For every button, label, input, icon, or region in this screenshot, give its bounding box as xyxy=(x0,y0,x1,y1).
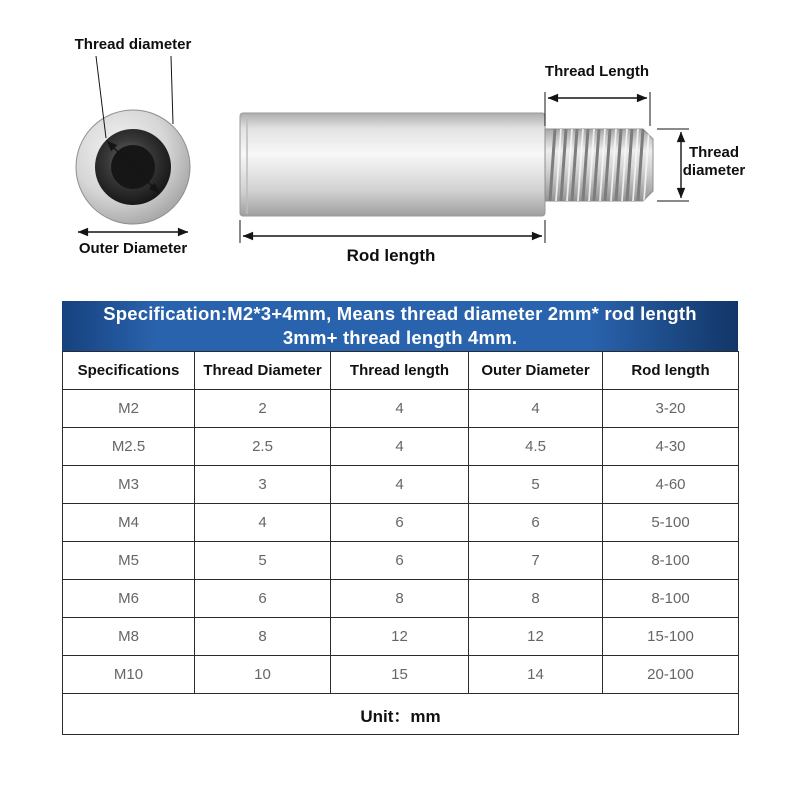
thread-diameter-label-right-line1: Thread xyxy=(688,144,740,161)
table-cell: 8 xyxy=(469,580,603,618)
table-cell: 5-100 xyxy=(603,504,739,542)
leader-line xyxy=(171,56,173,124)
table-cell: M8 xyxy=(63,618,195,656)
table-cell: 4 xyxy=(331,390,469,428)
table-cell: 20-100 xyxy=(603,656,739,694)
thread-length-label: Thread Length xyxy=(544,63,650,80)
col-header-specifications: Specifications xyxy=(63,352,195,390)
table-cell: 2.5 xyxy=(195,428,331,466)
table-cell: M6 xyxy=(63,580,195,618)
table-row xyxy=(63,466,739,504)
table-cell: M2 xyxy=(63,390,195,428)
table-cell: 12 xyxy=(469,618,603,656)
unit-note: Unit：mm xyxy=(63,694,739,735)
table-cell: M3 xyxy=(63,466,195,504)
thread-diameter-label-right-line2: diameter xyxy=(682,162,746,179)
table-cell: 5 xyxy=(195,542,331,580)
table-cell: 2 xyxy=(195,390,331,428)
spec-banner xyxy=(62,301,738,351)
table-cell: 4-30 xyxy=(603,428,739,466)
col-header-thread-length: Thread length xyxy=(331,352,469,390)
table-row xyxy=(63,656,739,694)
diagram-canvas xyxy=(0,0,800,300)
table-cell: 4-60 xyxy=(603,466,739,504)
table-header-row xyxy=(63,352,739,390)
col-header-outer-diameter: Outer Diameter xyxy=(469,352,603,390)
spec-banner-line2: 3mm+ thread length 4mm. xyxy=(282,327,518,348)
table-cell: 8 xyxy=(195,618,331,656)
table-row xyxy=(63,504,739,542)
col-header-thread-diameter: Thread Diameter xyxy=(195,352,331,390)
table-cell: 3-20 xyxy=(603,390,739,428)
table-cell: 6 xyxy=(331,504,469,542)
table-cell: M10 xyxy=(63,656,195,694)
table-cell: 15-100 xyxy=(603,618,739,656)
table-cell: 10 xyxy=(195,656,331,694)
thread-diameter-label-left: Thread diameter xyxy=(74,36,192,53)
table-row xyxy=(63,428,739,466)
table-cell: 14 xyxy=(469,656,603,694)
table-cell: 7 xyxy=(469,542,603,580)
table-cell: 4 xyxy=(331,428,469,466)
table-cell: 8-100 xyxy=(603,580,739,618)
rod-length-label: Rod length xyxy=(346,246,436,265)
table-cell: M4 xyxy=(63,504,195,542)
table-row xyxy=(63,580,739,618)
table-cell: M2.5 xyxy=(63,428,195,466)
table-cell: 8-100 xyxy=(603,542,739,580)
table-cell: 4 xyxy=(195,504,331,542)
table-cell: 4 xyxy=(331,466,469,504)
table-row xyxy=(63,390,739,428)
spec-banner-line1: Specification:M2*3+4mm, Means thread diameter 2mm* rod length xyxy=(103,303,697,324)
table-cell: 12 xyxy=(331,618,469,656)
rod-body xyxy=(240,113,545,216)
col-header-rod-length: Rod length xyxy=(603,352,739,390)
product-diagram xyxy=(0,0,800,300)
table-row xyxy=(63,542,739,580)
table-footer-row xyxy=(63,694,739,735)
table-cell: 6 xyxy=(469,504,603,542)
table-cell: 4 xyxy=(469,390,603,428)
table-cell: 15 xyxy=(331,656,469,694)
table-cell: M5 xyxy=(63,542,195,580)
table-cell: 6 xyxy=(331,542,469,580)
table-cell: 3 xyxy=(195,466,331,504)
table-cell: 5 xyxy=(469,466,603,504)
outer-diameter-label: Outer Diameter xyxy=(78,240,188,257)
table-cell: 8 xyxy=(331,580,469,618)
table-row xyxy=(63,618,739,656)
table-cell: 6 xyxy=(195,580,331,618)
spec-table xyxy=(62,351,739,735)
table-cell: 4.5 xyxy=(469,428,603,466)
